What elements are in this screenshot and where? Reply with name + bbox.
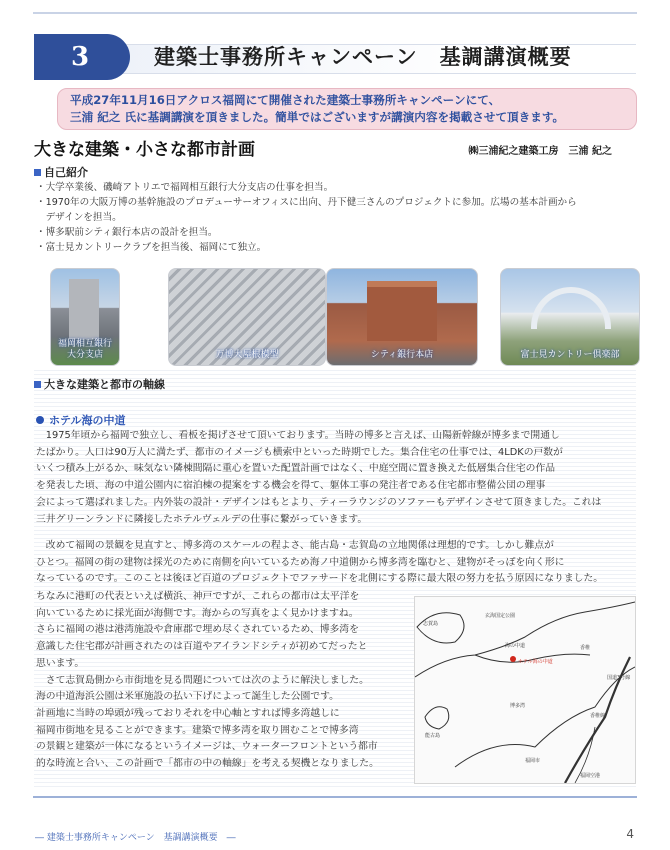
bio-heading-text: 自己紹介	[44, 166, 88, 179]
footer-rule	[33, 796, 637, 798]
text-line: いくつ積み上がるか、味気ない隣棟間隔に重心を置いた配置計画ではなく、中庭空間に置き換えた低層集合住宅の作品	[36, 463, 556, 475]
bio-item: ・博多駅前シティ銀行本店の設計を担当。	[36, 227, 218, 238]
photo-fukuoka-sogo-bank	[50, 268, 120, 366]
text-line: の景観と建築が一体になるというイメージは、ウォーターフロントという都市	[36, 741, 378, 753]
caption-line: 大分支店	[66, 350, 103, 360]
building-shape	[69, 279, 99, 339]
circle-bullet-icon	[36, 416, 44, 424]
shikanoshima-outline	[417, 613, 464, 643]
lecture-author: ㈱三浦紀之建築工房 三浦 紀之	[468, 146, 612, 157]
photo-caption: シティ銀行本店	[370, 350, 434, 360]
paragraph-b	[36, 538, 603, 588]
paragraph-c	[36, 589, 379, 773]
area-map	[414, 596, 636, 784]
bio-list	[36, 180, 636, 255]
section-title: 建築士事務所キャンペーン 基調講演概要	[154, 44, 572, 69]
text-line: 三井グリーンランドに隣接したホテルヴェルデの仕事に繋がっていきます。	[36, 513, 368, 525]
intro-line-2: 三浦 紀之 氏に基調講演を頂きました。簡単ではございますが講演内容を掲載させて頂きます。	[70, 110, 565, 124]
text-line: 向いているために採光面が海側です。海からの写真をよく見かけますね。	[36, 607, 359, 619]
text-line: さらに福岡の港は港湾施設や倉庫郡で埋め尽くされているため、博多湾を	[36, 624, 359, 636]
photo-city-bank	[326, 268, 478, 366]
paragraph-a	[36, 428, 601, 528]
text-line: さて志賀島側から市街地を見る問題については次のように解決しました。	[36, 674, 369, 686]
hotel-location-marker-icon	[510, 656, 516, 662]
section2-heading-text: 大きな建築と都市の軸線	[44, 378, 165, 391]
bay-shore	[455, 667, 635, 767]
text-line: たばかり。人口は90万人に満たず、都市のイメージも横索中といった時期でした。集合住宅の仕事では、4LDKの戸数が	[36, 446, 563, 458]
text-line: 福岡市街地を見ることができます。建築で博多湾を取り囲むことで博多湾	[36, 724, 359, 736]
map-label: 能古島	[425, 733, 441, 739]
text-line: なっているのです。このことは後ほど百道のプロジェクトでファサードを北側にする際に最大限の努力を払う原因になりました。	[36, 573, 604, 585]
text-line: を発表した頃、海の中道公園内に宿泊棟の提案をする機会を得て、躯体工事の発注者である住宅都市整備公団の理事	[36, 480, 546, 492]
section-number: 3	[34, 34, 130, 80]
map-label: 福岡市	[525, 758, 541, 764]
text-line: 海の中道海浜公園は米軍施設の払い下げによって誕生した公園です。	[36, 691, 339, 703]
photo-fujimi-country-club	[500, 268, 640, 366]
map-label: 博多湾	[510, 703, 526, 709]
dome-shape	[531, 287, 611, 329]
building-shape	[367, 281, 437, 341]
section2-heading	[34, 376, 165, 392]
lecture-title: 大きな建築・小さな都市計画	[34, 140, 255, 160]
top-rule	[33, 12, 637, 14]
text-line: 改めて福岡の景観を見直すと、博多湾のスケールの程よさ、能古島・志賀島の立地関係は理想的です。しかし難点が	[36, 540, 554, 551]
section-header	[34, 34, 636, 80]
text-line: ひとつ。福岡の街の建物は採光のために南側を向いているため海ノ中道側から博多湾を臨むと、建物がそっぽを向く形に	[36, 556, 565, 568]
photo-caption: 万博大屋根模型	[215, 350, 279, 360]
photo-expo-roof-model	[168, 268, 326, 366]
intro-box	[57, 88, 637, 130]
square-bullet-icon	[34, 169, 41, 176]
page-number: 4	[626, 827, 634, 841]
map-label: 玄海国定公園	[485, 613, 516, 619]
text-line: 1975年頃から福岡で独立し、看板を掲げさせて頂いております。当時の博多と言えば、山陽新幹線が博多まで開通し	[36, 430, 560, 441]
map-label: 志賀島	[423, 621, 439, 627]
map-label: 福岡空港	[580, 773, 601, 779]
intro-line-1: 平成27年11月16日アクロス福岡にて開催された建築士事務所キャンペーンにて、	[70, 93, 501, 107]
map-label: 香椎	[580, 645, 591, 651]
text-line: 意識した住宅郡が計画されたのは百道やアイランドシティが初めてだったと	[36, 641, 368, 653]
footer-text: ― 建築士事務所キャンペーン 基調講演概要 ―	[35, 833, 236, 843]
bio-item: ・1970年の大阪万博の基幹施設のプロデューサーオフィスに出向、丹下健三さんのプロジェクトに参加。広場の基本計画から	[36, 197, 577, 208]
nokonoshima-outline	[425, 707, 449, 729]
hotel-heading	[36, 412, 125, 428]
text-line: ちなみに港町の代表といえば横浜、神戸ですが、これらの都市は太平洋を	[36, 591, 360, 602]
map-label: 香椎線	[590, 713, 606, 719]
hotel-heading-text: ホテル海の中道	[49, 414, 126, 427]
text-line: 計画地に当時の埠頭が残っておりそれを中心軸とすれば博多湾越しに	[36, 707, 340, 719]
square-bullet-icon	[34, 381, 41, 388]
photo-caption	[51, 339, 119, 361]
caption-line: 福岡相互銀行	[57, 339, 112, 349]
text-line: 思います。	[36, 657, 85, 669]
bio-heading	[34, 164, 88, 180]
photo-caption: 富士見カントリー倶楽部	[520, 350, 620, 360]
text-line: 会によって選ばれました。内外装の設計・デザインはもとより、ティーラウンジのソファーもデザインさせて頂きました。これは	[36, 496, 602, 508]
photo-row	[50, 268, 640, 366]
bio-item: ・大学卒業後、磯崎アトリエで福岡相互銀行大分支店の仕事を担当。	[36, 182, 334, 193]
map-drawing	[415, 597, 635, 783]
map-label: ホテル海の中道	[518, 659, 553, 665]
map-label: 海の中道	[505, 643, 526, 649]
map-label: 国道3号線	[607, 675, 631, 681]
text-line: 的な時流と合い、この計画で「都市の中の軸線」を考える契機となりました。	[36, 758, 379, 770]
bio-item: ・富士見カントリークラブを担当後、福岡にて独立。	[36, 242, 267, 253]
bio-item: デザインを担当。	[36, 212, 122, 223]
